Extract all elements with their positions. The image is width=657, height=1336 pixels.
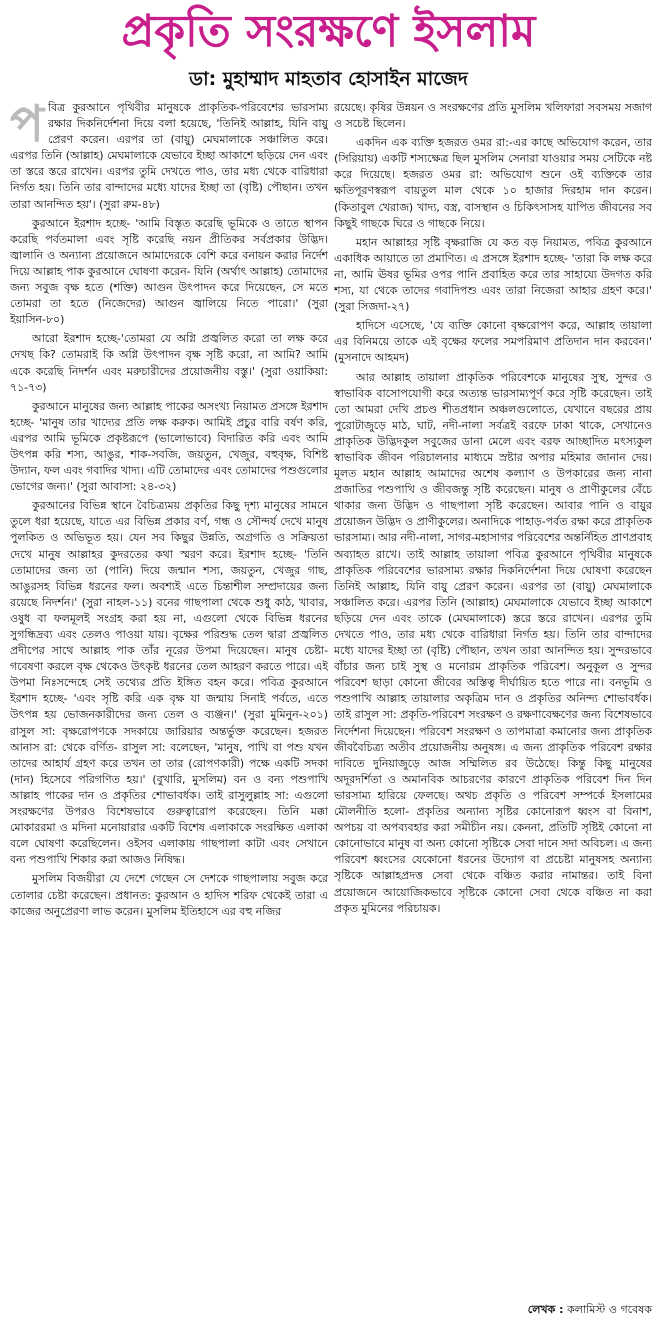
paragraph: আরো ইরশাদ হচ্ছে-'তোমরা যে অগ্নি প্রজ্বলিত করো তা লক্ষ করে দেখছ কি? তোমরাই কি অগ্নি উৎপাদন বৃক্ষ সৃষ্টি করো, না আমি? আমি একে করেছি নিদর্শন এবং মরুচারীদের প্রয়োজনীয় বস্তু।' (সুরা ওয়াকিয়া: ৭১-৭৩) — [10, 332, 328, 394]
author-credit — [334, 1302, 652, 1318]
paragraph: কুরআনে মানুষের জন্য আল্লাহ পাকের অসংখ্য নিয়ামত প্রসঙ্গে ইরশাদ হচ্ছে- 'মানুষ তার খাদ্যের প্রতি লক্ষ করুক। আমিই প্রচুর বারি বর্ষণ করি, এরপর আমি ভূমিকে প্রকৃষ্টরূপে (ভালোভাবে) বিদারিত করি এবং আমি উৎপন্ন করি শস্য, আঙুর, শাক-সবজি, জয়তুন, খেজুর, বহুবৃক্ষ, বিশিষ্ট উদ্যান, ফল এবং গবাদির খাদ্য। এটি তোমাদের এবং তোমাদের পশুগুলোর ভোগের জন্য।' (সুরা আবাসা: ২৪-৩২) — [10, 399, 328, 494]
first-paragraph-text: বিত্র কুরআনে পৃথিবীর মানুষকে প্রাকৃতিক-পরিবেশের ভারসাম্য রক্ষার দিকনির্দেশনা দিয়ে বলা হয়েছে, 'তিনিই আল্লাহ, যিনি বায়ু প্রেরণ করেন। এরপর তা (বায়ু) মেঘমালাকে সঞ্চালিত করে। এরপর তিনি (আল্লাহ) মেঘমালাকে যেভাবে ইচ্ছা আকাশে ছড়িয়ে দেন এবং তা স্তরে স্তরে রাখেন। এরপর তুমি দেখতে পাও, তার মধ্য থেকে বারিধারা নির্গত হয়। তিনি তার বান্দাদের মধ্যে যাদের ইচ্ছা তা (বৃষ্টি) পৌছান। তখন তারা আনন্দিত হয়'। (সুরা রুম-৪৮) — [10, 101, 328, 211]
paragraph: মুসলিম বিজয়ীরা যে দেশে গেছেন সে দেশকে গাছপালায় সবুজ করে তোলার চেষ্টা করেছেন। প্রধানত: কুরআন ও হাদিস শরিফ থেকেই তারা এ কাজের অনুপ্রেরণা লাভ করেন। মুসলিম ইতিহাসে এর বহু নজির — [10, 872, 328, 918]
paragraph: হাদিসে এসেছে, 'যে ব্যক্তি কোনো বৃক্ষরোপণ করে, আল্লাহ তায়ালা এর বিনিময়ে তাকে এই বৃক্ষের ফলের সমপরিমাণ প্রতিদান দান করবেন।' (মুসনাদে আহমদ) — [334, 319, 652, 365]
right-column — [334, 100, 652, 1330]
byline: ডা: মুহাম্মাদ মাহতাব হোসাইন মাজেদ — [189, 68, 468, 90]
headline: প্রকৃতি সংরক্ষণে ইসলাম — [121, 6, 536, 57]
first-paragraph — [10, 100, 328, 213]
author-description: কলামিস্ট ও গবেষক — [567, 1303, 652, 1316]
author-label: লেখক : — [527, 1303, 564, 1316]
paragraph: মহান আল্লাহর সৃষ্টি বৃক্ষরাজি যে কত বড় নিয়ামত, পবিত্র কুরআনে একাধিক আয়াতে তা প্রমাণিত। এ প্রসঙ্গে ইরশাদ হচ্ছে- 'তারা কি লক্ষ করে না, আমি ঊষর ভূমির ওপর পানি প্রবাহিত করে তার সাহায্যে উদগত করি শস্য, যা থেকে তাদের গবাদিপশু এবং তারা নিজেরা আহার গ্রহণ করে।' (সুরা সিজদা-২৭) — [334, 235, 652, 314]
paragraph: রয়েছে। কৃষির উন্নয়ন ও সংরক্ষণের প্রতি মুসলিম খলিফারা সবসময় সজাগ ও সচেষ্ট ছিলেন। — [334, 101, 652, 131]
drop-cap: প — [10, 100, 44, 153]
paragraph: আর আল্লাহ তায়ালা প্রাকৃতিক পরিবেশকে মানুষের সুস্থ, সুন্দর ও স্বাভাবিক বাসোপযোগী করে অত্যন্ত ভারসাম্যপূর্ণ করে সৃষ্টি করেছেন। তাই তো আমরা দেখি প্রচণ্ড শীতপ্রধান অঞ্চলগুলোতে, যেখানে বছরের প্রায় পুরোটাজুড়ে মাঠ, ঘাট, নদী-নালা সর্বত্রই বরফে ঢাকা থাকে, সেখানেও প্রাকৃতিক উদ্ভিদকুল সবুজের ডানা মেলে এবং বরফ আচ্ছাদিত মৎস্যকুল স্বাভাবিক জীবন পরিচালনার মাধ্যমে স্রষ্টার অপার মহিমার জানান দেয়। মূলত মহান আল্লাহ আমাদের অশেষ কল্যাণ ও উপকারের জন্য নানা প্রজাতির পশুপাখি ও জীবজন্তু সৃষ্টি করেছেন। মানুষ ও প্রাণীকুলের বেঁচে থাকার জন্য উদ্ভিদ ও গাছপালা সৃষ্টি করেছেন। আবার পানি ও বায়ুর প্রয়োজন উদ্ভিদ ও প্রাণীকুলের। অনাদিকে পাহাড়-পর্বত রক্ষা করে প্রাকৃতিক ভারসাম্য। আর নদী-নালা, সাগর-মহাসাগর পরিবেশের অন্তর্নিহিত প্রাণপ্রবাহ অব্যাহত রাখে। তাই আল্লাহ তায়ালা পবিত্র কুরআনে পৃথিবীর মানুষকে প্রাকৃতিক পরিবেশের ভারসাম্য রক্ষার দিকনির্দেশনা দিয়ে ঘোষণা করেছেন তিনিই আল্লাহ, যিনি বায়ু প্রেরণ করেন। এরপর তা (বায়ু) মেঘমালাকে সঞ্চালিত করে। এরপর তিনি (আল্লাহ) মেঘমালাকে যেভাবে ইচ্ছা আকাশে ছড়িয়ে দেন এবং তাকে (মেঘমালাকে) স্তরে স্তরে রাখেন। এরপর তুমি দেখতে পাও, তার মধ্য থেকে বারিধারা নির্গত হয়। তিনি তার বান্দাদের মধ্যে যাদের ইচ্ছা তা (বৃষ্টি) পৌছান, তখন তারা আনন্দিত হয়। সুন্দরভাবে বাঁচার জন্য চাই সুস্থ ও মনোরম প্রাকৃতিক পরিবেশ। অনুকূল ও সুন্দর পরিবেশ ছাড়া কোনো জীবের অস্তিত্ব দীর্ঘায়িত হতে পারে না। বনভূমি ও পশুপাখি আল্লাহ তায়ালার অকৃত্রিম দান ও প্রকৃতির অনিন্দ্য শোভাবর্ধক। তাই রাসুল সা: প্রকৃতি-পরিবেশ সংরক্ষণ ও রক্ষণাবেক্ষণের জন্য বিশেষভাবে নির্দেশনা দিয়েছেন। পরিবেশ সংরক্ষণ ও তাপমাত্রা কমানোর জন্য প্রাকৃতিক জীববৈচিত্র্য অতীব প্রয়োজনীয় অনুষঙ্গ। এ জন্য প্রাকৃতিক পরিবেশ রক্ষার দাবিতে দুনিয়াজুড়ে আজ সম্মিলিত রব উঠেছে। কিন্তু কিছু মানুষের অদূরদর্শিতা ও অমানবিক আচরণের কারণে প্রাকৃতিক পরিবেশ দিন দিন ভারসাম্য হারিয়ে ফেলছে। অথচ প্রকৃতি ও পরিবেশ সম্পর্কে ইসলামের মৌলনীতি হলো- প্রকৃতির অন্যান্য সৃষ্টির কোনোরূপ ধ্বংস বা বিনাশ, অপচয় বা অপব্যবহার করা সমীচীন নয়। কেননা, প্রতিটি সৃষ্টিই কোনো না কোনোভাবে মানুষ বা অন্য কোনো সৃষ্টিকে সেবা দানে সদা অবিচল। এ জন্য পরিবেশ ধ্বংসের যেকোনো ধরনের উদ্যোগ বা প্রচেষ্টা মানুষসহ অন্যান্য সৃষ্টিকে আল্লাহপ্রদত্ত সেবা থেকে বঞ্চিত করার নামান্তর। তাই বিনা প্রয়োজনে আয়োজিকভাবে সৃষ্টিকে কোনো সেবা থেকে বঞ্চিত না করা প্রকৃত মুমিনের পরিচায়ক। — [334, 370, 652, 915]
left-column — [10, 100, 328, 1330]
paragraph: কুরআনের বিভিন্ন স্থানে বৈচিত্র্যময় প্রকৃতির কিছু দৃশ্য মানুষের সামনে তুলে ধরা হয়েছে, যাতে এর বিভিন্ন প্রকার বর্ণ, গন্ধ ও সৌন্দর্য দেখে মানুষ পুলকিত ও অভিভূত হয়। যেন সব কিছুর উন্নতি, অগ্রগতি ও সক্রিয়তা দেখে মানুষ আল্লাহর কুদরতের কথা স্মরণ করে। ইরশাদ হচ্ছে- 'তিনি তোমাদের জন্য তা (পানি) দিয়ে জন্মান শস্য, জয়তুন, খেজুর গাছ, আঙুরসহ বিভিন্ন ধরনের ফল। অবশ্যই এতে চিন্তাশীল সম্প্রদায়ের জন্য রয়েছে নিদর্শন।' (সুরা নাহল-১১) বনের গাছপালা থেকে শুধু কাঠ, খাবার, ওষুধ বা ফলমূলই সংগ্রহ করা হয় না, এগুলো থেকে বিভিন্ন ধরনের সুগন্ধিদ্রব্য এবং তেলও পাওয়া যায়। বৃক্ষের পরিশুদ্ধ তেল দ্বারা প্রজ্বলিত প্রদীপের সাথে আল্লাহ পাক তাঁর নূরের উপমা দিয়েছেন। মানুষ চেষ্টা-গবেষণা করলে বৃক্ষ থেকেও উৎকৃষ্ট ধরনের তেল আহরণ করতে পারে। এই উপমা নিঃসন্দেহে সেই তথ্যের প্রতি ইঙ্গিত বহন করে। পবিত্র কুরআনে ইরশাদ হচ্ছে- 'এবং সৃষ্টি করি এক বৃক্ষ যা জন্মায় সিনাই পর্বতে, এতে উৎপন্ন হয় ভোজনকারীদের জন্য তেল ও ব্যঞ্জন।' (সুরা মুমিনুন-২০১) রাসুল সা: বৃক্ষরোপণকে সদকায়ে জারিয়ার অন্তর্ভুক্ত করেছেন। হজরত আনাস রা: থেকে বর্ণিত- রাসুল সা: বলেছেন, 'মানুষ, পাখি বা পশু যখন তাদের আহার্য গ্রহণ করে তখন তা তার (রোপণকারী) পক্ষে একটি সদকা (দান) হিসেবে পরিগণিত হয়।' (বুখারি, মুসলিম) বন ও বন্য পশুপাখি আল্লাহ পাকের দান ও প্রকৃতির শোভাবর্ধক। তাই রাসুলুল্লাহ সা: এগুলো সংরক্ষণের উপরও বিশেষভাবে গুরুত্বারোপ করেছেন। তিনি মক্কা মোকাররমা ও মদিনা মনোয়ারার একটি বিশেষ এলাকাকে সংরক্ষিত এলাকা বলে ঘোষণা করেছিলেন। ওইসব এলাকায় গাছপালা কাটা এবং সেখানে বন্য পশুপাখি শিকার করা আজও নিষিদ্ধ। — [10, 499, 328, 867]
paragraph: একদিন এক ব্যক্তি হজরত ওমর রা:-এর কাছে অভিযোগ করেন, তার (সিরিয়ায়) একটি শস্যক্ষেত্র ছিল মুসলিম সেনারা যাওয়ার সময় সেটিকে নষ্ট করে দিয়েছে। হজরত ওমর রা: অভিযোগ শুনে ওই ব্যক্তিকে তার ক্ষতিপূরণস্বরূপ বায়তুল মাল থেকে ১০ হাজার দিরহাম দান করেন। (কিতাবুল খেরাজ) খাদ্য, বস্ত্র, বাসস্থান ও চিকিৎসাসহ যাপিত জীবনের সব কিছুই গাছকে ঘিরে ও গাছকে নিয়ে। — [334, 136, 652, 230]
paragraph: কুরআনে ইরশাদ হচ্ছে- 'আমি বিস্তৃত করেছি ভূমিকে ও তাতে স্থাপন করেছি পর্বতমালা এবং সৃষ্টি করেছি নয়ন প্রীতিকর সর্বপ্রকার উদ্ভিদ। জ্বালানি ও অন্যান্য প্রয়োজনে আমাদেরকে বেশি করে বনায়ন করার নির্দেশ দিয়ে আল্লাহ পাক কুরআনে ঘোষণা করেন- যিনি (অর্থাৎ আল্লাহ) তোমাদের জন্য সবুজ বৃক্ষ হতে (শক্তি) আগুন উৎপাদন করে দিয়েছেন, সে মতে তোমরা তা হতে (নিজেদের) আগুন জ্বালিয়ে নিতে পারো।' (সুরা ইয়াসিন-৮০) — [10, 216, 328, 327]
